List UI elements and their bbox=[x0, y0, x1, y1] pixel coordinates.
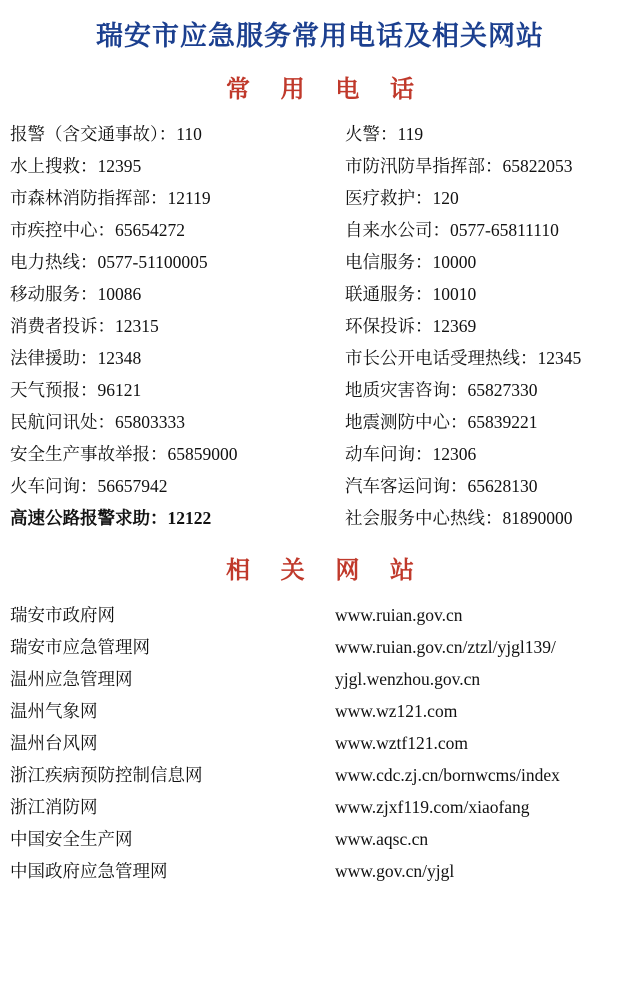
site-url[interactable]: yjgl.wenzhou.gov.cn bbox=[335, 669, 481, 689]
site-row bbox=[10, 727, 632, 759]
site-row bbox=[10, 663, 632, 695]
phone-entry: 火警：119 bbox=[345, 124, 424, 144]
phone-entry: 水上搜救：12395 bbox=[10, 156, 142, 176]
site-name: 温州台风网 bbox=[10, 733, 98, 753]
site-name: 中国安全生产网 bbox=[10, 829, 133, 849]
phone-entry: 社会服务中心热线：81890000 bbox=[345, 508, 573, 528]
site-url[interactable]: www.gov.cn/yjgl bbox=[335, 861, 455, 881]
phone-entry: 民航问讯处：65803333 bbox=[10, 412, 185, 432]
site-name: 浙江消防网 bbox=[10, 797, 98, 817]
phone-entry: 市防汛防旱指挥部：65822053 bbox=[345, 156, 573, 176]
site-url[interactable]: www.wz121.com bbox=[335, 701, 458, 721]
phone-entry: 地震测防中心：65839221 bbox=[345, 412, 538, 432]
site-url[interactable]: www.ruian.gov.cn/ztzl/yjgl139/ bbox=[335, 637, 556, 657]
site-row bbox=[10, 855, 632, 887]
phone-entry: 联通服务：10010 bbox=[345, 284, 477, 304]
site-name: 浙江疾病预防控制信息网 bbox=[10, 765, 203, 785]
phone-entry: 市长公开电话受理热线：12345 bbox=[345, 348, 582, 368]
phone-entry: 环保投诉：12369 bbox=[345, 316, 477, 336]
phone-entry: 电信服务：10000 bbox=[345, 252, 477, 272]
site-row bbox=[10, 631, 632, 663]
site-url[interactable]: www.zjxf119.com/xiaofang bbox=[335, 797, 530, 817]
phone-entry: 报警（含交通事故）：110 bbox=[10, 124, 202, 144]
site-row bbox=[10, 823, 632, 855]
phone-entry: 自来水公司：0577-65811110 bbox=[345, 220, 559, 240]
site-name: 温州应急管理网 bbox=[10, 669, 133, 689]
phone-entry: 高速公路报警求助：12122 bbox=[10, 508, 212, 528]
phone-list bbox=[0, 118, 640, 534]
site-name: 温州气象网 bbox=[10, 701, 98, 721]
phone-entry: 电力热线：0577-51100005 bbox=[10, 252, 208, 272]
site-row bbox=[10, 695, 632, 727]
site-name: 瑞安市政府网 bbox=[10, 605, 115, 625]
document-page bbox=[0, 14, 640, 993]
site-row bbox=[10, 791, 632, 823]
section-heading-sites: 相 关 网 站 bbox=[225, 557, 426, 584]
site-name: 瑞安市应急管理网 bbox=[10, 637, 150, 657]
page-title: 瑞安市应急服务常用电话及相关网站 bbox=[96, 21, 544, 51]
phone-entry: 汽车客运问询：65628130 bbox=[345, 476, 538, 496]
phone-entry: 消费者投诉：12315 bbox=[10, 316, 159, 336]
phone-entry: 市疾控中心：65654272 bbox=[10, 220, 185, 240]
phone-entry: 安全生产事故举报：65859000 bbox=[10, 444, 238, 464]
phone-entry: 法律援助：12348 bbox=[10, 348, 142, 368]
site-row bbox=[10, 599, 632, 631]
phone-entry: 移动服务：10086 bbox=[10, 284, 142, 304]
site-url[interactable]: www.aqsc.cn bbox=[335, 829, 429, 849]
phone-entry: 地质灾害咨询：65827330 bbox=[345, 380, 538, 400]
site-row bbox=[10, 759, 632, 791]
phone-entry: 天气预报：96121 bbox=[10, 380, 142, 400]
site-name: 中国政府应急管理网 bbox=[10, 861, 168, 881]
phone-entry: 火车问询：56657942 bbox=[10, 476, 168, 496]
phone-entry: 动车问询：12306 bbox=[345, 444, 477, 464]
site-url[interactable]: www.ruian.gov.cn bbox=[335, 605, 463, 625]
site-list bbox=[0, 599, 640, 887]
phone-entry: 医疗救护：120 bbox=[345, 188, 459, 208]
site-url[interactable]: www.cdc.zj.cn/bornwcms/index bbox=[335, 765, 560, 785]
site-url[interactable]: www.wztf121.com bbox=[335, 733, 469, 753]
phone-entry: 市森林消防指挥部：12119 bbox=[10, 188, 211, 208]
section-heading-phones: 常 用 电 话 bbox=[225, 76, 426, 103]
